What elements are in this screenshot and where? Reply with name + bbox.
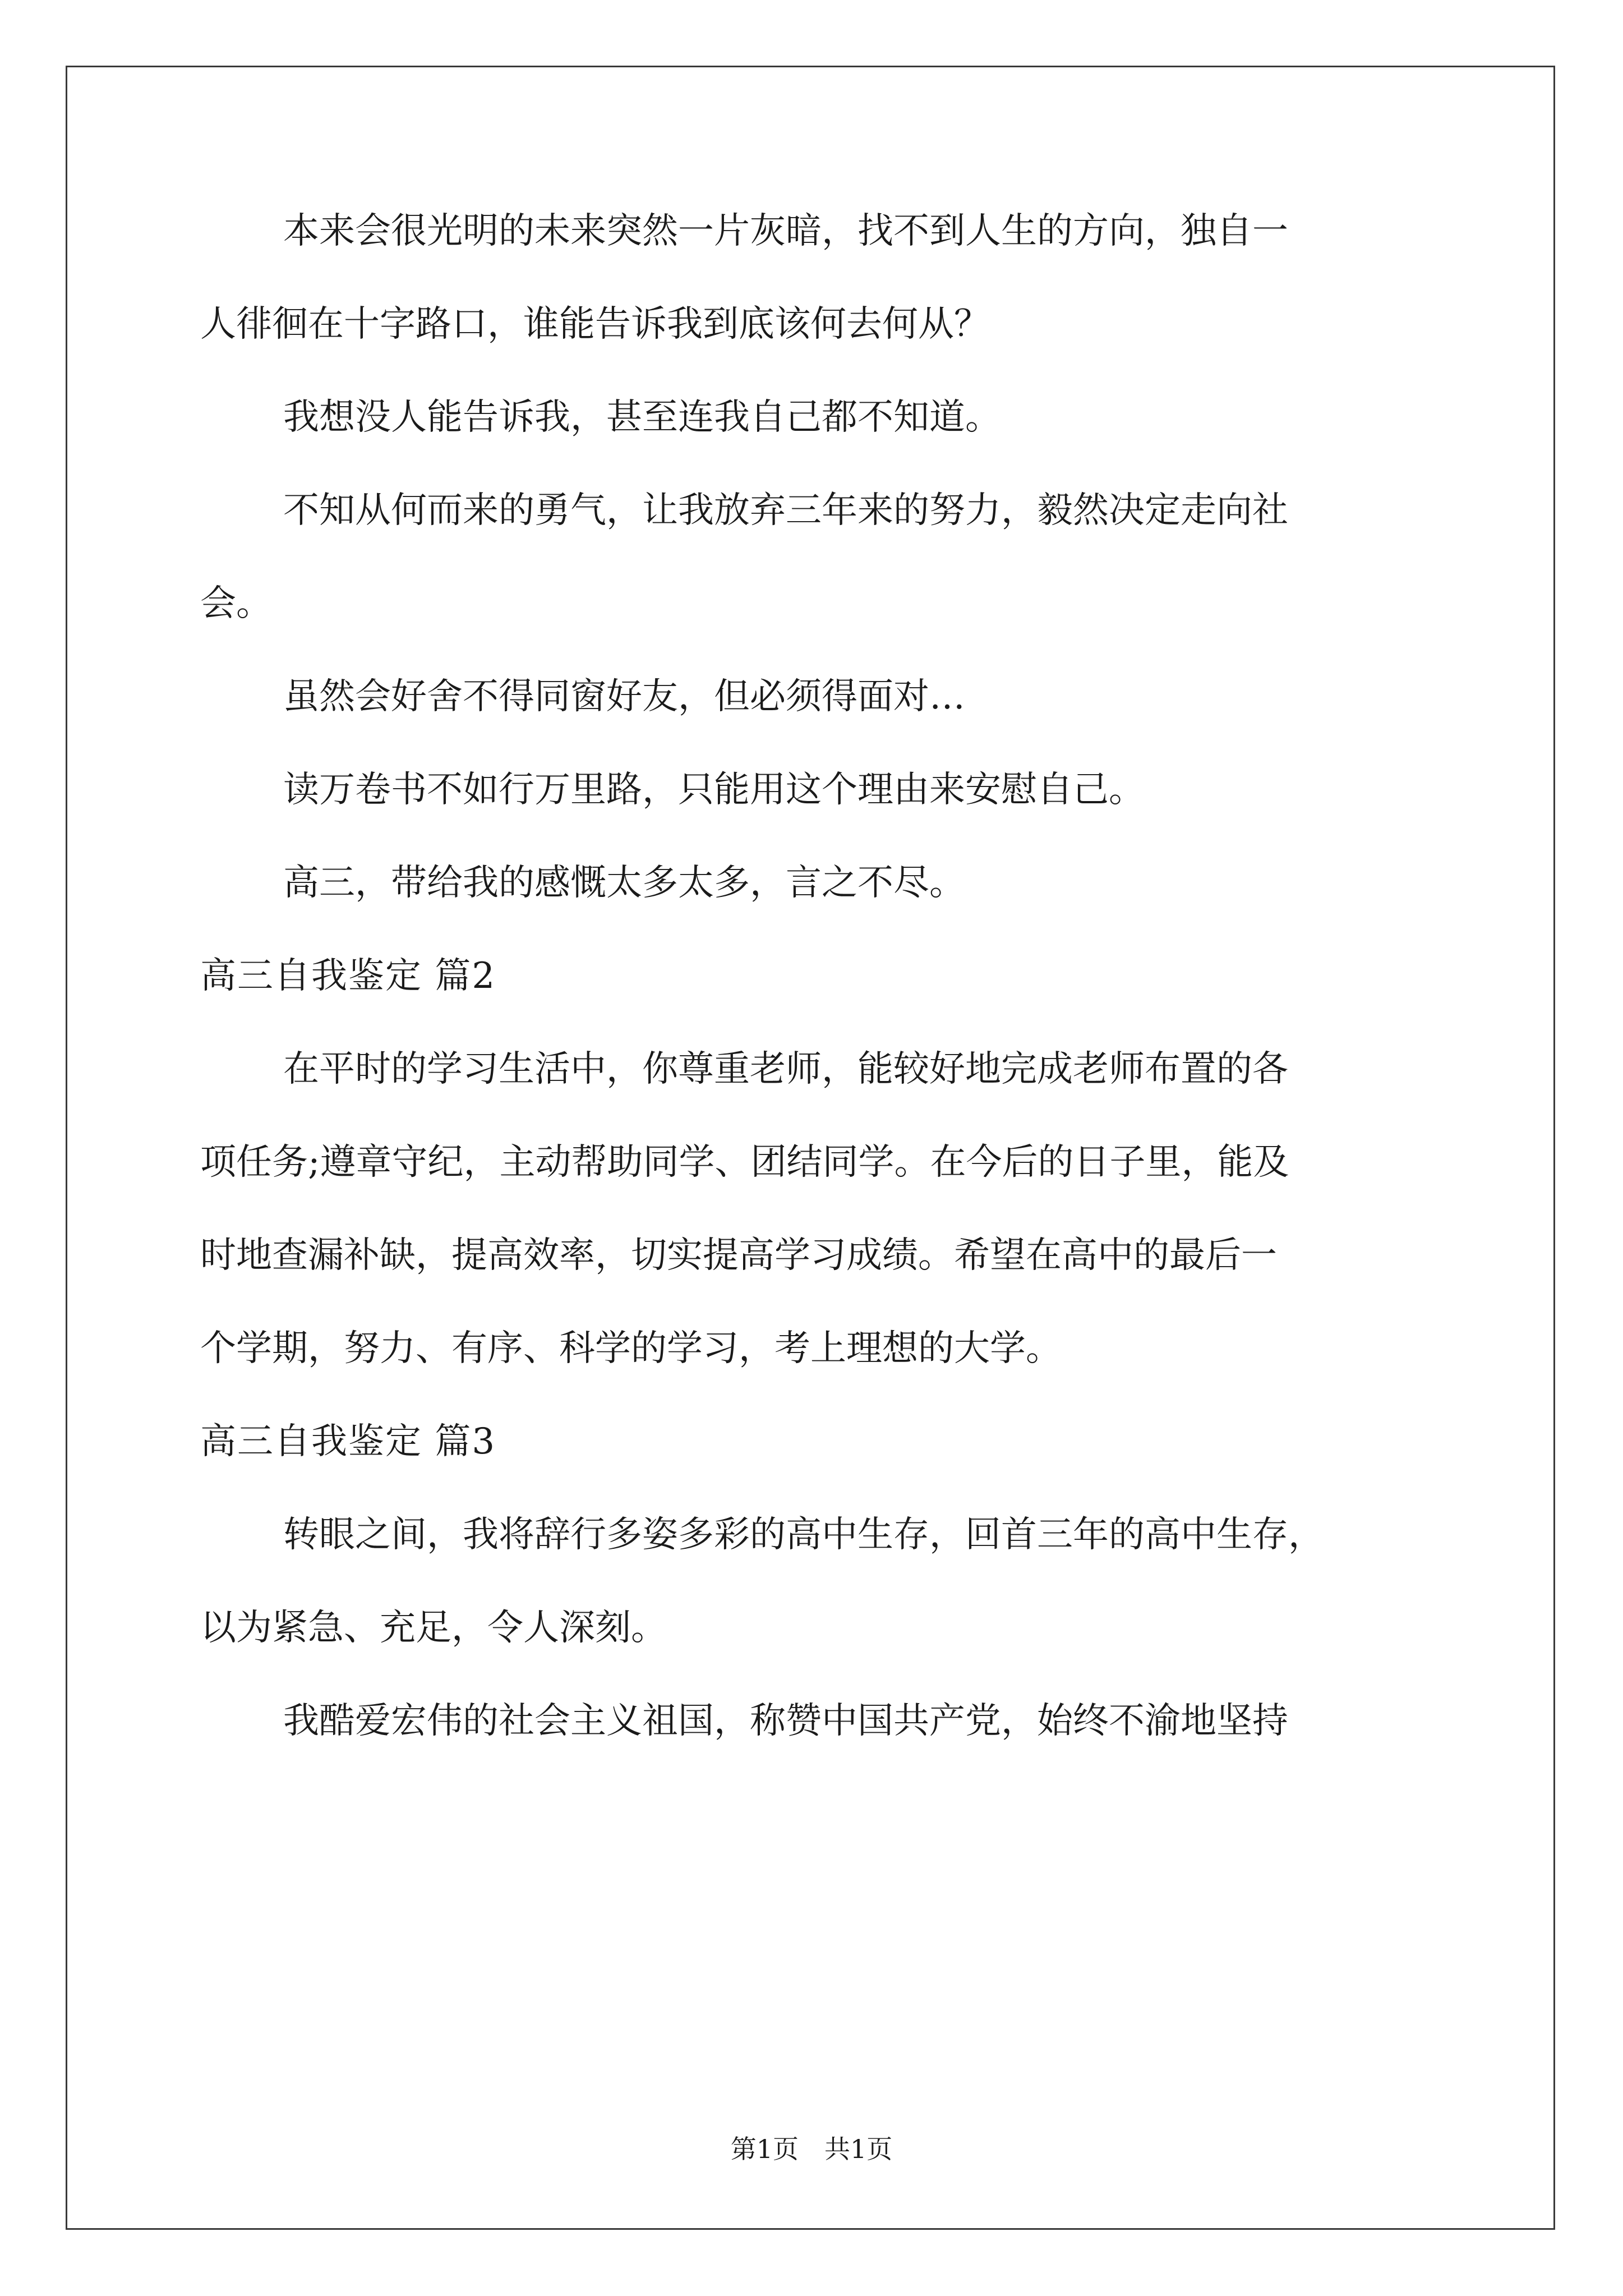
text-line: 个学期，努力、有序、科学的学习，考上理想的大学。 [200,1328,1062,1369]
page-number: 第1页 [730,2134,799,2164]
text-line: 会。 [200,583,272,624]
text-line: 高三，带给我的感慨太多太多，言之不尽。 [283,862,965,904]
page-total: 共1页 [824,2134,893,2164]
text-line: 虽然会好舍不得同窗好友，但必须得面对… [283,676,965,717]
text-line: 我酷爱宏伟的社会主义祖国，称赞中国共产党，始终不渝地坚持 [283,1700,1288,1742]
text-line: 读万卷书不如行万里路，只能用这个理由来安慰自己。 [283,769,1145,811]
text-line: 项任务;遵章守纪，主动帮助同学、团结同学。在今后的日子里，能及 [200,1142,1289,1183]
text-line: 我想没人能告诉我，甚至连我自己都不知道。 [283,397,1001,438]
text-line: 在平时的学习生活中，你尊重老师，能较好地完成老师布置的各 [283,1048,1288,1090]
section-heading: 高三自我鉴定 篇2 [200,955,496,997]
text-line: 本来会很光明的未来突然一片灰暗，找不到人生的方向，独自一 [283,210,1288,252]
section-heading: 高三自我鉴定 篇3 [200,1421,496,1462]
text-line: 人徘徊在十字路口，谁能告诉我到底该何去何从？ [200,303,990,345]
text-line: 转眼之间，我将辞行多姿多彩的高中生存，回首三年的高中生存， [283,1514,1324,1556]
text-line: 以为紧急、充足，令人深刻。 [200,1607,667,1649]
text-line: 不知从何而来的勇气，让我放弃三年来的努力，毅然决定走向社 [283,490,1288,531]
text-line: 时地查漏补缺，提高效率，切实提高学习成绩。希望在高中的最后一 [200,1235,1277,1276]
page-footer [0,2136,1623,2162]
